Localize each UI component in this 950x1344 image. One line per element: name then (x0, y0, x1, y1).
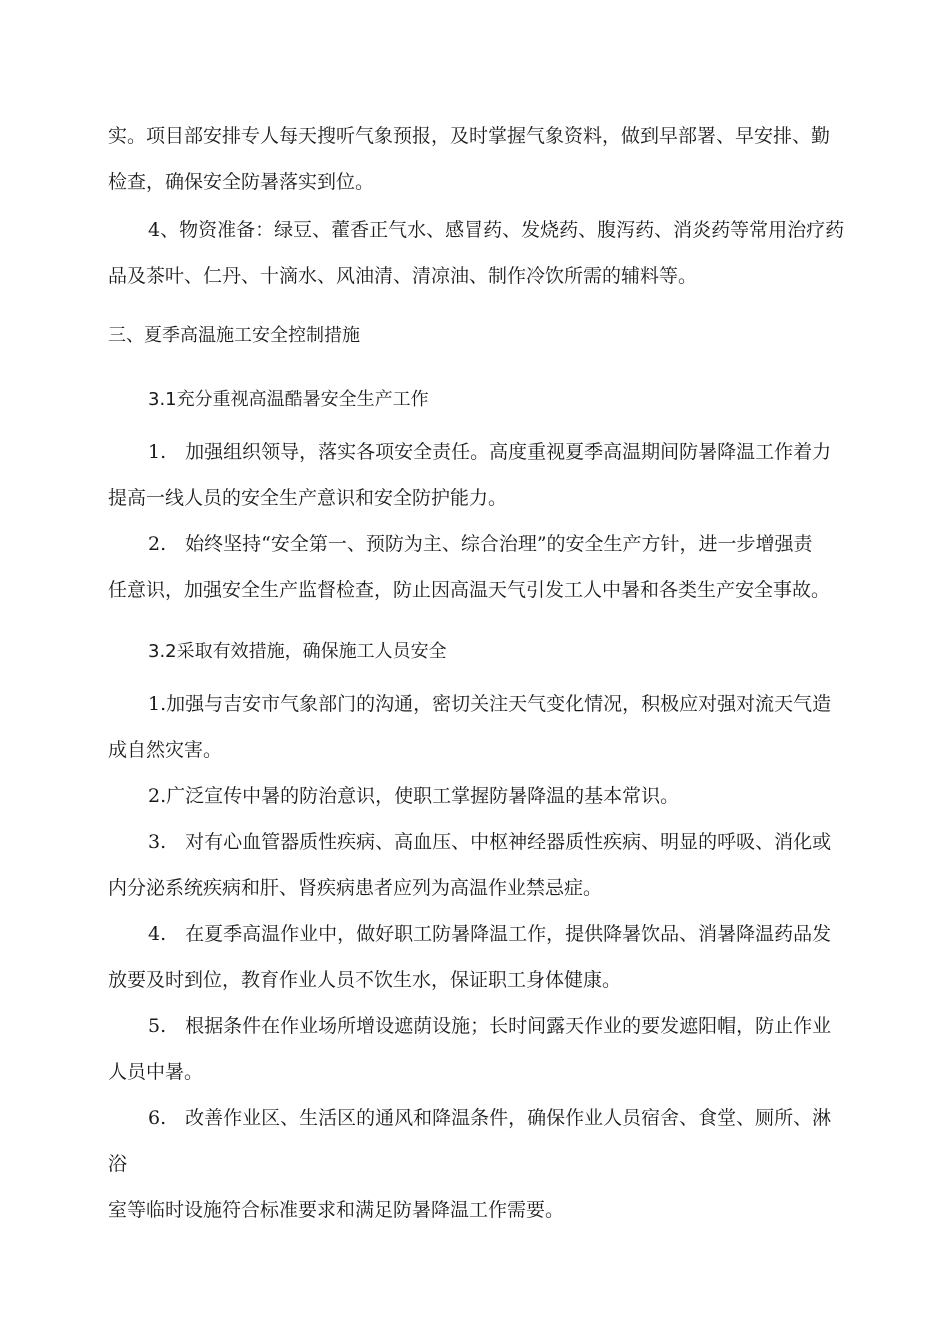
body-text-line: 2.广泛宣传中暑的防治意识，使职工掌握防暑降温的基本常识。 (148, 785, 680, 807)
body-text-line: 提高一线人员的安全生产意识和安全防护能力。 (108, 487, 508, 509)
body-text-line: 内分泌系统疾病和肝、肾疾病患者应列为高温作业禁忌症。 (108, 877, 603, 899)
body-text-line: 1. 加强组织领导，落实各项安全责任。高度重视夏季高温期间防暑降温工作着力 (148, 441, 832, 463)
body-text-line: 浴 (108, 1153, 128, 1175)
body-text-line: 2. 始终坚持“安全第一、预防为主、综合治理”的安全生产方针，进一步增强责 (148, 533, 813, 555)
body-text-line: 5. 根据条件在作业场所增设遮荫设施；长时间露天作业的要发遮阳帽，防止作业 (148, 1015, 832, 1037)
body-text-line: 人员中暑。 (108, 1061, 204, 1083)
body-text-line: 成自然灾害。 (108, 739, 223, 761)
section-heading: 三、夏季高温施工安全控制措施 (108, 325, 360, 346)
body-text-line: 放要及时到位，教育作业人员不饮生水，保证职工身体健康。 (108, 969, 622, 991)
body-text-line: 1.加强与吉安市气象部门的沟通，密切关注天气变化情况，积极应对强对流天气造 (148, 693, 832, 715)
subsection-heading: 3.2采取有效措施，确保施工人员安全 (148, 641, 447, 662)
subsection-heading: 3.1充分重视高温酷暑安全生产工作 (148, 389, 429, 410)
body-text-line: 实。项目部安排专人每天搜听气象预报，及时掌握气象资料，做到早部署、早安排、勤 (108, 125, 831, 147)
body-text-line: 任意识，加强安全生产监督检查，防止因高温天气引发工人中暑和各类生产安全事故。 (108, 579, 831, 601)
body-text-line: 品及茶叶、仁丹、十滴水、风油清、清凉油、制作冷饮所需的辅料等。 (108, 265, 698, 287)
body-text-line: 4、物资准备：绿豆、藿香正气水、感冒药、发烧药、腹泻药、消炎药等常用治疗药 (148, 219, 845, 241)
body-text-line: 4. 在夏季高温作业中，做好职工防暑降温工作，提供降暑饮品、消暑降温药品发 (148, 923, 832, 945)
body-text-line: 6. 改善作业区、生活区的通风和降温条件，确保作业人员宿舍、食堂、厕所、淋 (148, 1107, 832, 1129)
body-text-line: 室等临时设施符合标准要求和满足防暑降温工作需要。 (108, 1199, 565, 1221)
body-text-line: 3. 对有心血管器质性疾病、高血压、中枢神经器质性疾病、明显的呼吸、消化或 (148, 831, 832, 853)
body-text-line: 检查，确保安全防暑落实到位。 (108, 171, 375, 193)
